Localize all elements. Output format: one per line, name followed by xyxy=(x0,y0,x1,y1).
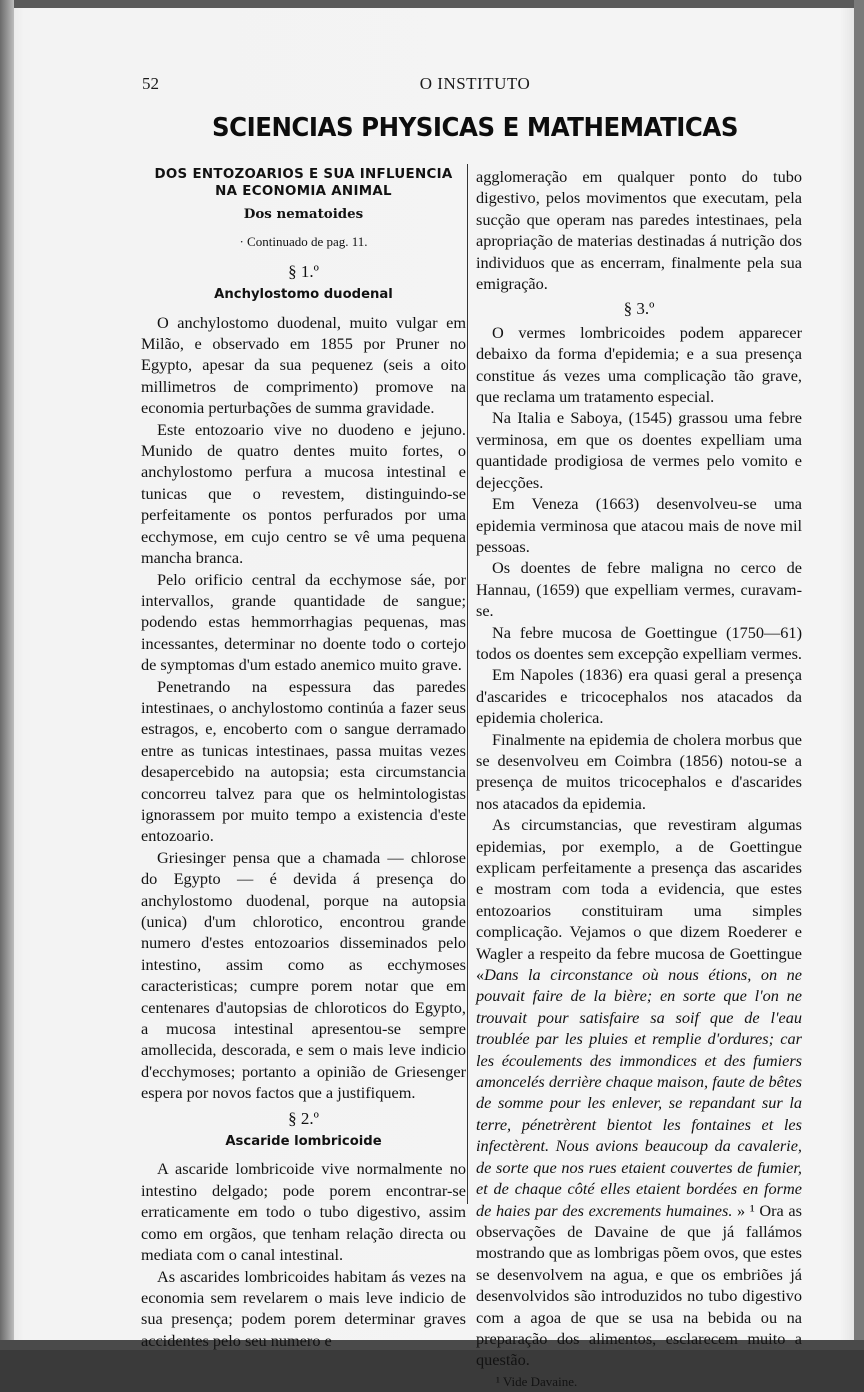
scan-border-top xyxy=(0,0,864,8)
paragraph: Este entozoario vive no duodeno e jejuno. Munido de quatro dentes muito fortes, o anchylostomo perfura a mucosa intestinal e tunicas que o revestem, distinguindo-se perfeitamente os pontos perfurados por uma ecchymose, em cujo centro se vê uma pequena mancha branca. xyxy=(141,419,466,568)
section-1-title: Anchylostomo duodenal xyxy=(214,287,393,303)
paragraph: Penetrando na espessura das paredes intestinaes, o anchylostomo continúa a fazer seus estragos, e, encoberto com o sangue derramado entre as tunicas intestinaes, passa muitas vezes desapercebido na autopsia; esta circumstancia concorreu talvez para que os helmintologistas ignorassem por muito tempo a existencia d'este entozoario. xyxy=(141,676,466,846)
paragraph: Em Veneza (1663) desenvolveu-se uma epidemia verminosa que atacou mais de nove mil pessoas. xyxy=(476,494,802,556)
paragraph: Finalmente na epidemia de cholera morbus que se desenvolveu em Coimbra (1856) notou-se a presença de muitos tricocephalos e d'ascarides nos atacados da epidemia. xyxy=(476,729,802,813)
paragraph: As ascarides lombricoides habitam ás vezes na economia sem revelarem o mais leve indicio de sua presença; podem porem determinar graves accidentes pelo seu numero e xyxy=(141,1266,466,1350)
paragraph: Os doentes de febre maligna no cerco de Hannau, (1659) que expelliam vermes, curavam-se. xyxy=(476,558,802,621)
article-title-line1: DOS ENTOZOARIOS E SUA INFLUENCIA xyxy=(154,167,453,182)
continued-note: · Continuado de pag. 11. xyxy=(239,234,368,250)
quote-intro: As circumstancias, que revestiram algumas epidemias, por exemplo, a de Goettingue explicam perfeitamente a presença das ascarides e mostram com toda a evidencia, que estes entozoarios constituiram uma simples complicação. Vejamos o que dizem Roederer e Wagler a respeito da febre mucosa de Goettingue « xyxy=(476,815,802,985)
paragraph-with-quote xyxy=(476,814,802,1371)
left-column xyxy=(141,166,466,1351)
paragraph: Na febre mucosa de Goettingue (1750—61) todos os doentes sem excepção expelliam vermes. xyxy=(476,622,802,663)
paragraph: agglomeração em qualquer ponto do tubo digestivo, pelos movimentos que executam, pela sucção que operam nas paredes intestinaes, pela apropriação de materias destinadas á nutrição dos individuos que as encerram, finalmente pela sua emigração. xyxy=(476,167,802,294)
scan-border-right xyxy=(854,0,864,1350)
section-2-title: Ascaride lombricoide xyxy=(225,1134,382,1150)
article-subtitle: Dos nematoides xyxy=(243,206,364,222)
paragraph: O vermes lombricoides podem apparecer debaixo da forma d'epidemia; e a sua presença constitue ás vezes uma complicação tão grave, que reclama um tratamento especial. xyxy=(476,322,802,407)
section-2-heading: § 2.º xyxy=(288,1108,319,1128)
section-1-heading: § 1.º xyxy=(288,261,319,281)
running-header xyxy=(140,74,810,98)
paragraph: Griesinger pensa que a chamada — chlorose do Egypto — é devida á presença do anchylostomo duodenal, porque na autopsia (unica) d'um chlorotico, encontrou grande numero d'estes entozoarios disseminados pelo intestino, assim como as ecchymoses caracteristicas; cumpre porem notar que em centenares d'autopsias de chloroticos do Egypto, a mucosa intestinal apresentou-se sempre amollecida, descorada, e sem o mais leve indicio d'ecchymoses; portanto a opinião de Griesenger espera por novos factos que a justifiquem. xyxy=(141,847,466,1103)
section-title: SCIENCIAS PHYSICAS E MATHEMATICAS xyxy=(212,113,738,143)
french-quotation: Dans la circonstance où nous étions, on ne pouvait faire de la bière; en sorte que l'on ne trouvait pour satisfaire sa soif que de l'eau troublée par les pluies et remplie d'ordures; car les écoulements des immondices et des fumiers amoncelés derrière chaque maison, faute de bêtes de somme pour les enlever, se repandant sur la terre, pénetrèrent bientot les fontaines et les infectèrent. Nous avions beaucoup da cavalerie, de sorte que nos rues etaient couvertes de fumier, et de chaque côté elles etaient bordées en forme de haies par des excrements humaines. xyxy=(476,965,802,1220)
page-number: 52 xyxy=(142,74,159,93)
right-column xyxy=(476,166,802,1392)
column-divider xyxy=(467,164,468,1204)
paragraph: Em Napoles (1836) era quasi geral a presença d'ascarides e tricocephalos nos atacados da epidemia cholerica. xyxy=(476,665,802,728)
quote-continuation: » ¹ Ora as observações de Davaine de que já fallámos mostrando que as lombrigas põem ovos, que estes se desenvolvem na agua, e que os embriões já desenvolvidos são introduzidos no tubo digestivo com a agoa de que se usa na bebida ou na preparação dos alimentos, esclarecem muito a questão. xyxy=(476,1200,802,1370)
section-3-heading: § 3.º xyxy=(623,299,655,319)
paragraph: A ascaride lombricoide vive normalmente no intestino delgado; pode porem encontrar-se erraticamente em todo o tubo digestivo, assim como em orgãos, que tenham relação directa ou mediata com o canal intestinal. xyxy=(141,1159,466,1265)
footnote: ¹ Vide Davaine. xyxy=(496,1373,578,1389)
journal-title: O INSTITUTO xyxy=(419,74,531,93)
paragraph: Pelo orificio central da ecchymose sáe, por intervallos, grande quantidade de sangue; podendo estas hemmorrhagias pequenas, mas incessantes, determinar no doente todo o cortejo de symptomas d'um estado anemico muito grave. xyxy=(141,569,466,675)
paragraph: Na Italia e Saboya, (1545) grassou uma febre verminosa, em que os doentes expelliam uma quantidade prodigiosa de vermes pelo vomito e dejecções. xyxy=(476,408,802,492)
scan-border-left xyxy=(0,0,14,1350)
article-title-line2: NA ECONOMIA ANIMAL xyxy=(215,184,392,199)
paragraph: O anchylostomo duodenal, muito vulgar em Milão, e observado em 1855 por Pruner no Egypto, apesar da sua pequenez (seis a oito millimetros de comprimento) promove na economia perturbações de summa gravidade. xyxy=(141,312,466,418)
